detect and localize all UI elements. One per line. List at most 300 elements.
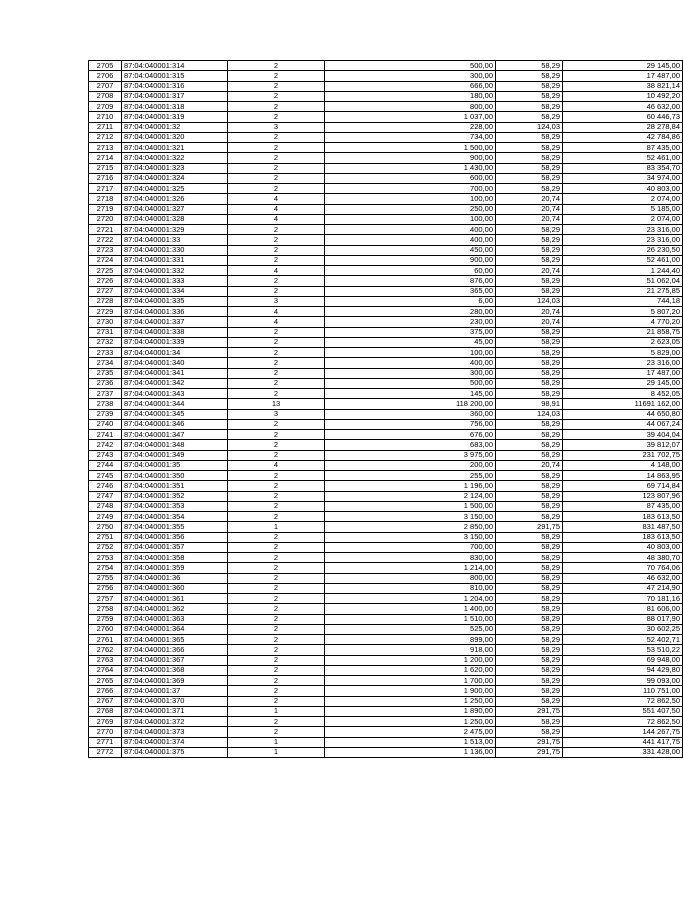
rate-cell: 58,29: [496, 665, 563, 675]
area-cell: 676,00: [325, 430, 496, 440]
table-row: [89, 573, 683, 583]
group-cell: 2: [228, 665, 325, 675]
cadastral-number-cell: 87:04:040001:342: [122, 378, 228, 388]
table-row: [89, 460, 683, 470]
cadastral-number-cell: 87:04:040001:35: [122, 460, 228, 470]
group-cell: 2: [228, 604, 325, 614]
table-row: [89, 409, 683, 419]
group-cell: 2: [228, 440, 325, 450]
cadastral-value-cell: 831 487,50: [563, 522, 683, 532]
table-row: [89, 337, 683, 347]
cadastral-value-cell: 46 632,00: [563, 573, 683, 583]
cadastral-value-cell: 48 380,70: [563, 553, 683, 563]
rate-cell: 20,74: [496, 317, 563, 327]
rate-cell: 58,29: [496, 184, 563, 194]
table-row: [89, 635, 683, 645]
cadastral-number-cell: 87:04:040001:332: [122, 266, 228, 276]
group-cell: 2: [228, 645, 325, 655]
cadastral-value-cell: 87 435,00: [563, 143, 683, 153]
group-cell: 2: [228, 532, 325, 542]
rate-cell: 58,29: [496, 143, 563, 153]
cadastral-value-cell: 38 821,14: [563, 81, 683, 91]
row-number-cell: 2705: [89, 61, 122, 71]
group-cell: 2: [228, 368, 325, 378]
row-number-cell: 2759: [89, 614, 122, 624]
table-body: [89, 61, 683, 758]
rate-cell: 20,74: [496, 194, 563, 204]
rate-cell: 58,29: [496, 235, 563, 245]
row-number-cell: 2767: [89, 696, 122, 706]
row-number-cell: 2737: [89, 389, 122, 399]
rate-cell: 58,29: [496, 440, 563, 450]
row-number-cell: 2728: [89, 296, 122, 306]
cadastral-number-cell: 87:04:040001:324: [122, 173, 228, 183]
row-number-cell: 2765: [89, 676, 122, 686]
cadastral-number-cell: 87:04:040001:356: [122, 532, 228, 542]
group-cell: 2: [228, 430, 325, 440]
cadastral-number-cell: 87:04:040001:355: [122, 522, 228, 532]
row-number-cell: 2730: [89, 317, 122, 327]
area-cell: 180,00: [325, 91, 496, 101]
cadastral-number-cell: 87:04:040001:359: [122, 563, 228, 573]
rate-cell: 58,29: [496, 61, 563, 71]
group-cell: 2: [228, 255, 325, 265]
table-row: [89, 655, 683, 665]
group-cell: 2: [228, 143, 325, 153]
cadastral-number-cell: 87:04:040001:375: [122, 747, 228, 757]
area-cell: 375,00: [325, 327, 496, 337]
area-cell: 280,00: [325, 307, 496, 317]
group-cell: 13: [228, 399, 325, 409]
cadastral-value-cell: 53 510,22: [563, 645, 683, 655]
row-number-cell: 2750: [89, 522, 122, 532]
area-cell: 500,00: [325, 378, 496, 388]
table-row: [89, 747, 683, 757]
area-cell: 200,00: [325, 460, 496, 470]
group-cell: 2: [228, 81, 325, 91]
cadastral-number-cell: 87:04:040001:314: [122, 61, 228, 71]
row-number-cell: 2729: [89, 307, 122, 317]
cadastral-value-cell: 51 062,04: [563, 276, 683, 286]
table-row: [89, 173, 683, 183]
rate-cell: 58,29: [496, 225, 563, 235]
group-cell: 1: [228, 706, 325, 716]
cadastral-value-cell: 28 278,84: [563, 122, 683, 132]
cadastral-value-cell: 8 452,05: [563, 389, 683, 399]
group-cell: 1: [228, 522, 325, 532]
rate-cell: 291,75: [496, 522, 563, 532]
cadastral-number-cell: 87:04:040001:373: [122, 727, 228, 737]
area-cell: 1 513,00: [325, 737, 496, 747]
cadastral-value-cell: 87 435,00: [563, 501, 683, 511]
group-cell: 2: [228, 727, 325, 737]
row-number-cell: 2719: [89, 204, 122, 214]
area-cell: 810,00: [325, 583, 496, 593]
cadastral-number-cell: 87:04:040001:371: [122, 706, 228, 716]
area-cell: 1 250,00: [325, 696, 496, 706]
table-row: [89, 512, 683, 522]
table-row: [89, 307, 683, 317]
cadastral-value-cell: 44 650,80: [563, 409, 683, 419]
table-row: [89, 358, 683, 368]
cadastral-number-cell: 87:04:040001:340: [122, 358, 228, 368]
group-cell: 3: [228, 409, 325, 419]
cadastral-number-cell: 87:04:040001:354: [122, 512, 228, 522]
cadastral-value-cell: 81 606,00: [563, 604, 683, 614]
rate-cell: 58,29: [496, 153, 563, 163]
rate-cell: 58,29: [496, 696, 563, 706]
row-number-cell: 2706: [89, 71, 122, 81]
rate-cell: 58,29: [496, 727, 563, 737]
group-cell: 2: [228, 245, 325, 255]
row-number-cell: 2758: [89, 604, 122, 614]
rate-cell: 124,03: [496, 296, 563, 306]
row-number-cell: 2726: [89, 276, 122, 286]
cadastral-value-cell: 52 461,00: [563, 255, 683, 265]
area-cell: 360,00: [325, 409, 496, 419]
area-cell: 700,00: [325, 184, 496, 194]
cadastral-number-cell: 87:04:040001:352: [122, 491, 228, 501]
row-number-cell: 2734: [89, 358, 122, 368]
area-cell: 45,00: [325, 337, 496, 347]
rate-cell: 58,29: [496, 81, 563, 91]
area-cell: 6,00: [325, 296, 496, 306]
cadastral-value-cell: 10 492,20: [563, 91, 683, 101]
cadastral-value-cell: 72 862,50: [563, 717, 683, 727]
rate-cell: 58,29: [496, 91, 563, 101]
table-row: [89, 686, 683, 696]
area-cell: 525,00: [325, 624, 496, 634]
cadastral-value-cell: 23 316,00: [563, 235, 683, 245]
rate-cell: 58,29: [496, 337, 563, 347]
table-row: [89, 419, 683, 429]
cadastral-number-cell: 87:04:040001:346: [122, 419, 228, 429]
table-row: [89, 276, 683, 286]
rate-cell: 20,74: [496, 307, 563, 317]
cadastral-value-cell: 40 803,00: [563, 542, 683, 552]
area-cell: 400,00: [325, 235, 496, 245]
area-cell: 2 850,00: [325, 522, 496, 532]
group-cell: 2: [228, 655, 325, 665]
rate-cell: 291,75: [496, 747, 563, 757]
rate-cell: 58,29: [496, 635, 563, 645]
area-cell: 118 200,00: [325, 399, 496, 409]
table-row: [89, 317, 683, 327]
table-row: [89, 563, 683, 573]
area-cell: 1 037,00: [325, 112, 496, 122]
row-number-cell: 2772: [89, 747, 122, 757]
cadastral-value-cell: 5 185,00: [563, 204, 683, 214]
group-cell: 2: [228, 276, 325, 286]
row-number-cell: 2770: [89, 727, 122, 737]
area-cell: 876,00: [325, 276, 496, 286]
area-cell: 1 136,00: [325, 747, 496, 757]
table-row: [89, 102, 683, 112]
table-row: [89, 676, 683, 686]
cadastral-value-table: [88, 60, 683, 758]
table-row: [89, 471, 683, 481]
cadastral-number-cell: 87:04:040001:372: [122, 717, 228, 727]
cadastral-number-cell: 87:04:040001:339: [122, 337, 228, 347]
group-cell: 2: [228, 112, 325, 122]
rate-cell: 58,29: [496, 71, 563, 81]
cadastral-number-cell: 87:04:040001:316: [122, 81, 228, 91]
row-number-cell: 2761: [89, 635, 122, 645]
group-cell: 2: [228, 102, 325, 112]
cadastral-value-cell: 83 354,70: [563, 163, 683, 173]
table-row: [89, 71, 683, 81]
group-cell: 4: [228, 204, 325, 214]
group-cell: 2: [228, 573, 325, 583]
row-number-cell: 2752: [89, 542, 122, 552]
table-row: [89, 501, 683, 511]
cadastral-value-cell: 30 602,25: [563, 624, 683, 634]
row-number-cell: 2757: [89, 594, 122, 604]
area-cell: 2 124,00: [325, 491, 496, 501]
rate-cell: 58,29: [496, 255, 563, 265]
rate-cell: 58,29: [496, 173, 563, 183]
rate-cell: 124,03: [496, 122, 563, 132]
cadastral-number-cell: 87:04:040001:335: [122, 296, 228, 306]
cadastral-number-cell: 87:04:040001:320: [122, 132, 228, 142]
area-cell: 700,00: [325, 542, 496, 552]
table-row: [89, 214, 683, 224]
rate-cell: 58,29: [496, 645, 563, 655]
area-cell: 1 500,00: [325, 143, 496, 153]
area-cell: 60,00: [325, 266, 496, 276]
group-cell: 2: [228, 184, 325, 194]
area-cell: 899,00: [325, 635, 496, 645]
cadastral-number-cell: 87:04:040001:357: [122, 542, 228, 552]
group-cell: 2: [228, 132, 325, 142]
cadastral-value-cell: 11691 162,00: [563, 399, 683, 409]
cadastral-number-cell: 87:04:040001:345: [122, 409, 228, 419]
cadastral-value-cell: 52 461,00: [563, 153, 683, 163]
rate-cell: 58,29: [496, 276, 563, 286]
cadastral-value-cell: 26 230,50: [563, 245, 683, 255]
area-cell: 900,00: [325, 153, 496, 163]
rate-cell: 58,29: [496, 132, 563, 142]
row-number-cell: 2740: [89, 419, 122, 429]
rate-cell: 58,29: [496, 655, 563, 665]
cadastral-number-cell: 87:04:040001:369: [122, 676, 228, 686]
area-cell: 1 204,00: [325, 594, 496, 604]
group-cell: 2: [228, 378, 325, 388]
cadastral-value-cell: 69 948,00: [563, 655, 683, 665]
cadastral-number-cell: 87:04:040001:333: [122, 276, 228, 286]
row-number-cell: 2718: [89, 194, 122, 204]
rate-cell: 58,29: [496, 358, 563, 368]
row-number-cell: 2762: [89, 645, 122, 655]
cadastral-value-cell: 4 148,00: [563, 460, 683, 470]
area-cell: 1 510,00: [325, 614, 496, 624]
rate-cell: 58,29: [496, 573, 563, 583]
group-cell: 2: [228, 286, 325, 296]
table-row: [89, 532, 683, 542]
cadastral-value-cell: 44 067,24: [563, 419, 683, 429]
cadastral-number-cell: 87:04:040001:33: [122, 235, 228, 245]
rate-cell: 58,29: [496, 348, 563, 358]
area-cell: 1 890,00: [325, 706, 496, 716]
group-cell: 2: [228, 358, 325, 368]
row-number-cell: 2713: [89, 143, 122, 153]
table-row: [89, 266, 683, 276]
row-number-cell: 2720: [89, 214, 122, 224]
rate-cell: 58,29: [496, 327, 563, 337]
cadastral-number-cell: 87:04:040001:362: [122, 604, 228, 614]
rate-cell: 20,74: [496, 460, 563, 470]
group-cell: 2: [228, 471, 325, 481]
row-number-cell: 2754: [89, 563, 122, 573]
rate-cell: 58,29: [496, 686, 563, 696]
rate-cell: 58,29: [496, 389, 563, 399]
cadastral-value-cell: 70 181,16: [563, 594, 683, 604]
cadastral-number-cell: 87:04:040001:336: [122, 307, 228, 317]
row-number-cell: 2748: [89, 501, 122, 511]
cadastral-number-cell: 87:04:040001:323: [122, 163, 228, 173]
rate-cell: 58,29: [496, 286, 563, 296]
row-number-cell: 2723: [89, 245, 122, 255]
cadastral-number-cell: 87:04:040001:353: [122, 501, 228, 511]
area-cell: 830,00: [325, 553, 496, 563]
rate-cell: 58,29: [496, 450, 563, 460]
row-number-cell: 2745: [89, 471, 122, 481]
cadastral-value-cell: 331 428,00: [563, 747, 683, 757]
area-cell: 450,00: [325, 245, 496, 255]
cadastral-number-cell: 87:04:040001:330: [122, 245, 228, 255]
row-number-cell: 2742: [89, 440, 122, 450]
area-cell: 800,00: [325, 102, 496, 112]
cadastral-number-cell: 87:04:040001:331: [122, 255, 228, 265]
group-cell: 2: [228, 419, 325, 429]
cadastral-number-cell: 87:04:040001:348: [122, 440, 228, 450]
table-row: [89, 225, 683, 235]
table-row: [89, 614, 683, 624]
row-number-cell: 2727: [89, 286, 122, 296]
rate-cell: 58,29: [496, 563, 563, 573]
group-cell: 2: [228, 491, 325, 501]
cadastral-number-cell: 87:04:040001:361: [122, 594, 228, 604]
cadastral-value-cell: 2 074,00: [563, 214, 683, 224]
group-cell: 2: [228, 61, 325, 71]
cadastral-value-cell: 88 017,90: [563, 614, 683, 624]
table-row: [89, 450, 683, 460]
table-row: [89, 348, 683, 358]
row-number-cell: 2764: [89, 665, 122, 675]
row-number-cell: 2756: [89, 583, 122, 593]
row-number-cell: 2710: [89, 112, 122, 122]
area-cell: 250,00: [325, 204, 496, 214]
group-cell: 2: [228, 686, 325, 696]
area-cell: 3 150,00: [325, 532, 496, 542]
row-number-cell: 2732: [89, 337, 122, 347]
rate-cell: 291,75: [496, 737, 563, 747]
rate-cell: 58,29: [496, 676, 563, 686]
group-cell: 3: [228, 122, 325, 132]
row-number-cell: 2753: [89, 553, 122, 563]
rate-cell: 58,29: [496, 542, 563, 552]
rate-cell: 58,29: [496, 245, 563, 255]
group-cell: 2: [228, 614, 325, 624]
row-number-cell: 2749: [89, 512, 122, 522]
cadastral-value-cell: 23 316,00: [563, 225, 683, 235]
row-number-cell: 2721: [89, 225, 122, 235]
group-cell: 4: [228, 266, 325, 276]
row-number-cell: 2724: [89, 255, 122, 265]
row-number-cell: 2771: [89, 737, 122, 747]
area-cell: 756,00: [325, 419, 496, 429]
cadastral-value-cell: 21 858,75: [563, 327, 683, 337]
area-cell: 1 250,00: [325, 717, 496, 727]
group-cell: 2: [228, 553, 325, 563]
rate-cell: 124,03: [496, 409, 563, 419]
row-number-cell: 2736: [89, 378, 122, 388]
table-row: [89, 481, 683, 491]
cadastral-number-cell: 87:04:040001:360: [122, 583, 228, 593]
area-cell: 1 430,00: [325, 163, 496, 173]
rate-cell: 58,29: [496, 163, 563, 173]
rate-cell: 58,29: [496, 532, 563, 542]
table-row: [89, 286, 683, 296]
cadastral-number-cell: 87:04:040001:365: [122, 635, 228, 645]
area-cell: 900,00: [325, 255, 496, 265]
cadastral-value-cell: 42 784,86: [563, 132, 683, 142]
row-number-cell: 2738: [89, 399, 122, 409]
table-row: [89, 645, 683, 655]
rate-cell: 58,29: [496, 491, 563, 501]
area-cell: 300,00: [325, 71, 496, 81]
area-cell: 400,00: [325, 225, 496, 235]
rate-cell: 98,91: [496, 399, 563, 409]
area-cell: 666,00: [325, 81, 496, 91]
group-cell: 2: [228, 717, 325, 727]
table-row: [89, 327, 683, 337]
cadastral-number-cell: 87:04:040001:358: [122, 553, 228, 563]
area-cell: 1 214,00: [325, 563, 496, 573]
cadastral-number-cell: 87:04:040001:366: [122, 645, 228, 655]
row-number-cell: 2708: [89, 91, 122, 101]
cadastral-number-cell: 87:04:040001:326: [122, 194, 228, 204]
cadastral-number-cell: 87:04:040001:367: [122, 655, 228, 665]
group-cell: 2: [228, 91, 325, 101]
cadastral-value-cell: 23 316,00: [563, 358, 683, 368]
rate-cell: 58,29: [496, 594, 563, 604]
cadastral-number-cell: 87:04:040001:32: [122, 122, 228, 132]
group-cell: 2: [228, 563, 325, 573]
cadastral-value-cell: 69 714,84: [563, 481, 683, 491]
cadastral-value-cell: 183 613,50: [563, 512, 683, 522]
table-row: [89, 491, 683, 501]
rate-cell: 20,74: [496, 266, 563, 276]
cadastral-number-cell: 87:04:040001:344: [122, 399, 228, 409]
table-row: [89, 255, 683, 265]
table-row: [89, 727, 683, 737]
area-cell: 1 400,00: [325, 604, 496, 614]
cadastral-value-cell: 231 702,75: [563, 450, 683, 460]
row-number-cell: 2741: [89, 430, 122, 440]
cadastral-number-cell: 87:04:040001:321: [122, 143, 228, 153]
cadastral-number-cell: 87:04:040001:37: [122, 686, 228, 696]
table-row: [89, 112, 683, 122]
group-cell: 2: [228, 225, 325, 235]
cadastral-value-cell: 39 404,04: [563, 430, 683, 440]
cadastral-value-cell: 2 074,00: [563, 194, 683, 204]
table-row: [89, 522, 683, 532]
cadastral-value-cell: 94 429,80: [563, 665, 683, 675]
table-row: [89, 594, 683, 604]
row-number-cell: 2731: [89, 327, 122, 337]
cadastral-value-cell: 14 863,95: [563, 471, 683, 481]
